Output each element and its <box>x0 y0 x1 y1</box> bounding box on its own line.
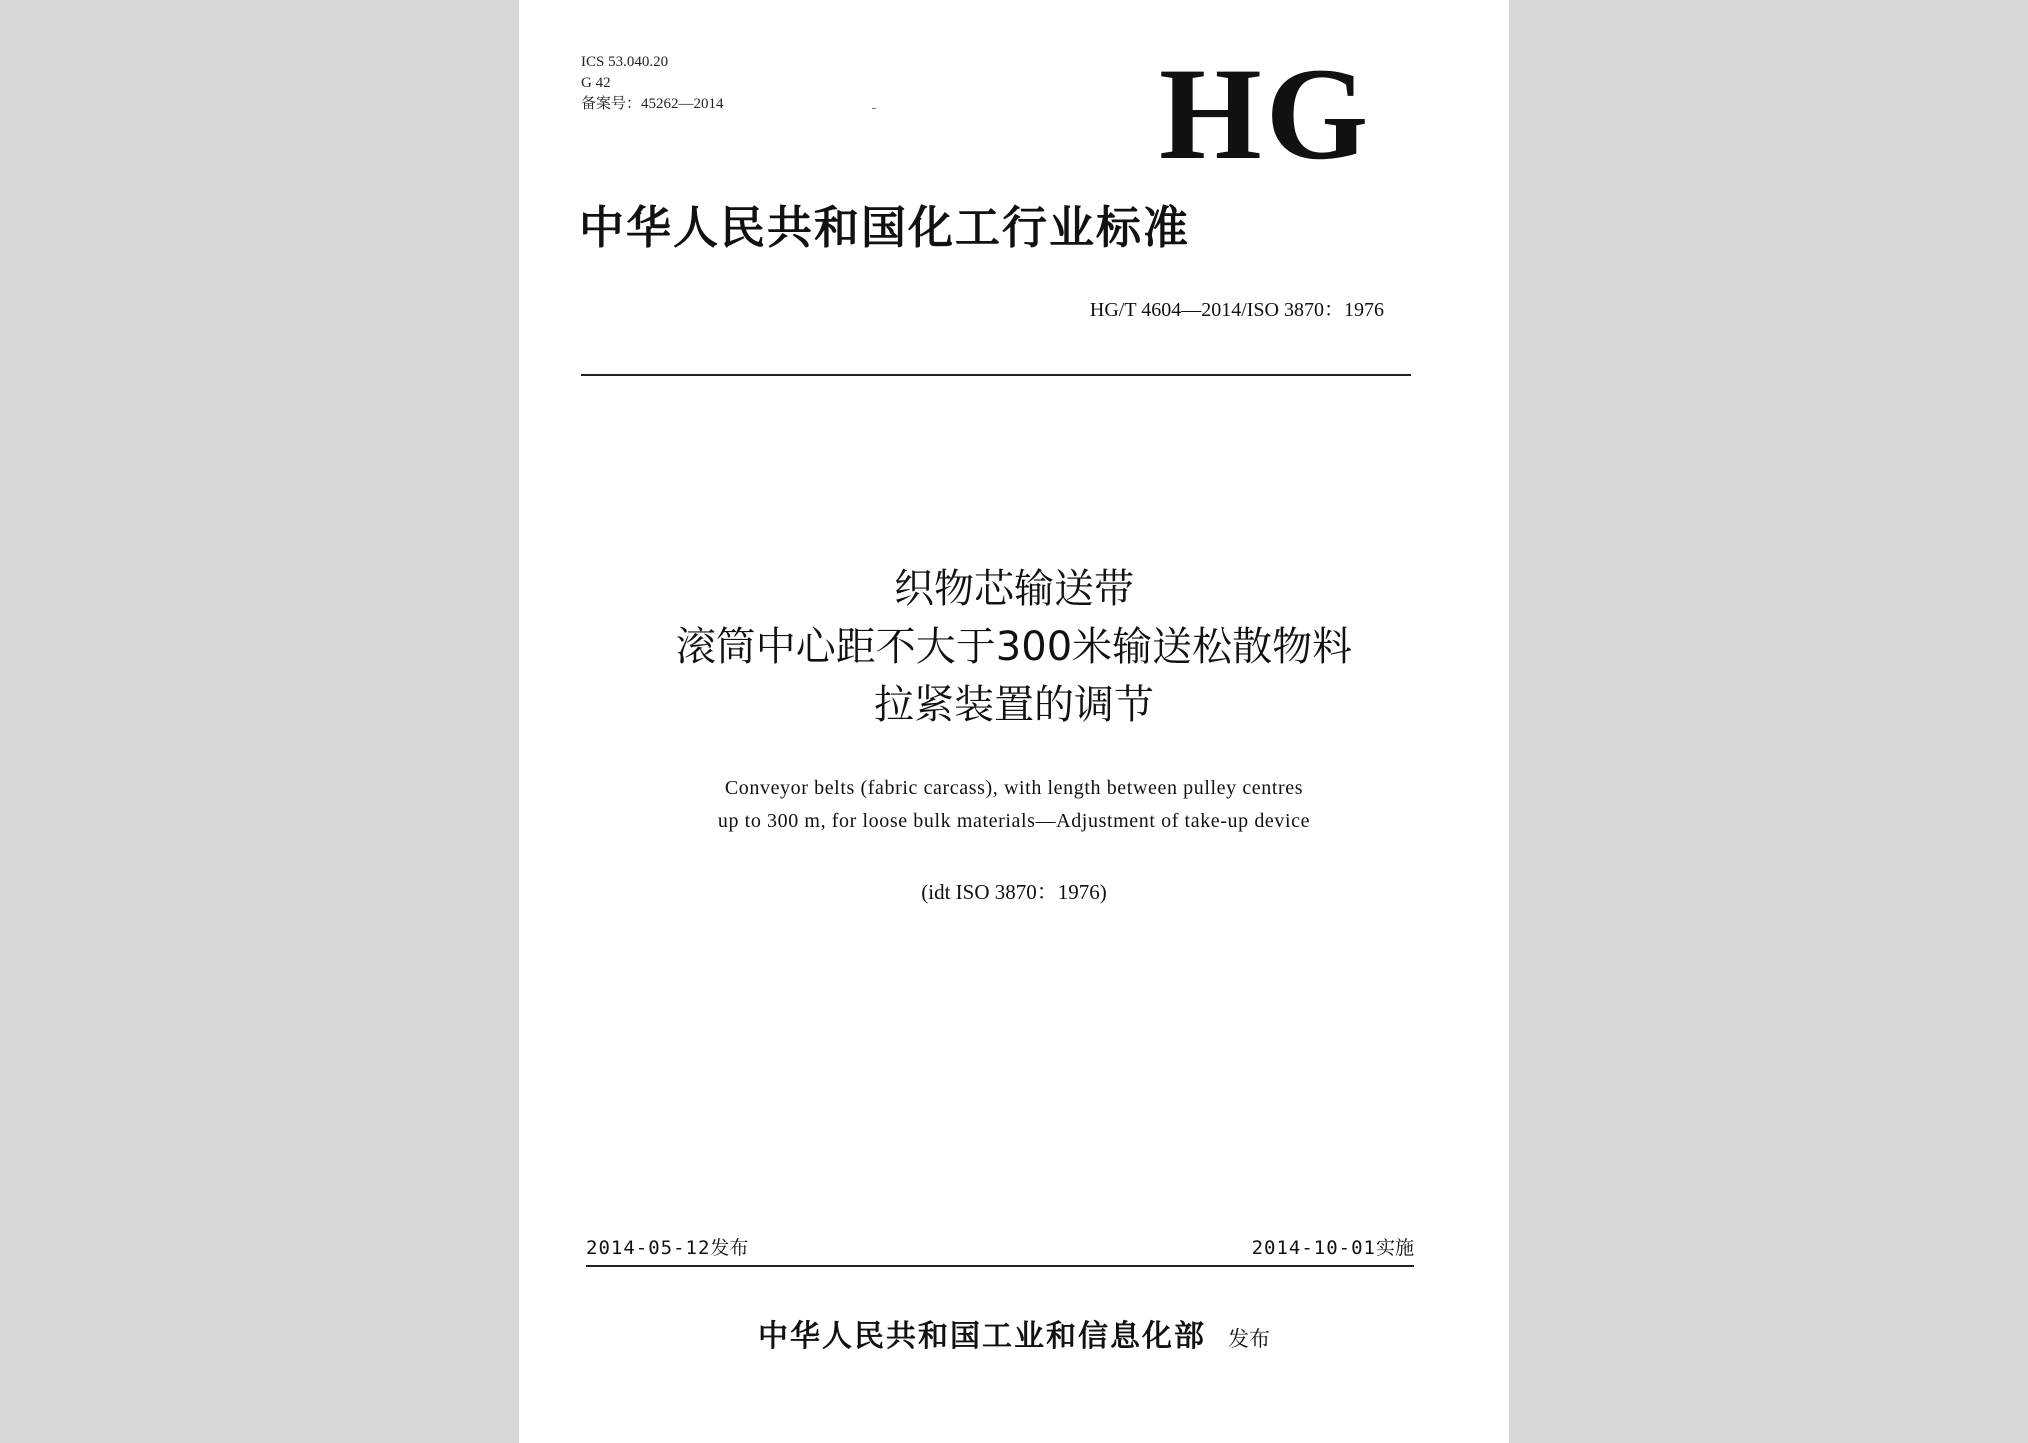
implement-label: 实施 <box>1375 1237 1414 1259</box>
chinese-title-line: 滚筒中心距不大于300米输送松散物料 <box>675 624 1353 670</box>
header-divider <box>581 374 1411 376</box>
english-title <box>519 772 1509 838</box>
issue-date: 2014-05-12 <box>586 1237 711 1259</box>
chinese-title <box>519 560 1509 734</box>
implement-date: 2014-10-01 <box>1251 1237 1376 1259</box>
publisher-name: 中华人民共和国工业和信息化部 <box>758 1319 1206 1354</box>
record-number: 备案号：45262—2014 <box>581 96 724 112</box>
classification-block <box>581 52 724 115</box>
category-logo: HG <box>1159 40 1373 187</box>
scan-mark <box>872 108 876 109</box>
english-title-line: Conveyor belts (fabric carcass), with length between pulley centres <box>724 777 1304 799</box>
standard-cover-page <box>519 0 1509 1443</box>
ics-code: ICS 53.040.20 <box>581 54 669 70</box>
adoption-note: (idt ISO 3870：1976) <box>921 880 1107 904</box>
chinese-title-line: 拉紧装置的调节 <box>874 682 1154 728</box>
chinese-title-line: 织物芯输送带 <box>894 566 1134 612</box>
publisher-line <box>519 1311 1509 1355</box>
standard-code: HG/T 4604—2014/ISO 3870：1976 <box>1089 299 1384 321</box>
footer-divider <box>586 1265 1414 1267</box>
standard-type-title: 中华人民共和国化工行业标准 <box>579 201 1191 254</box>
publisher-action: 发布 <box>1228 1327 1270 1351</box>
english-title-line: up to 300 m, for loose bulk materials—Adjustment of take-up device <box>717 810 1311 832</box>
implement-date-block <box>1252 1233 1414 1263</box>
date-row <box>586 1233 1414 1263</box>
issue-label: 发布 <box>710 1237 749 1259</box>
ccs-code: G 42 <box>581 75 611 91</box>
issue-date-block <box>586 1233 748 1263</box>
